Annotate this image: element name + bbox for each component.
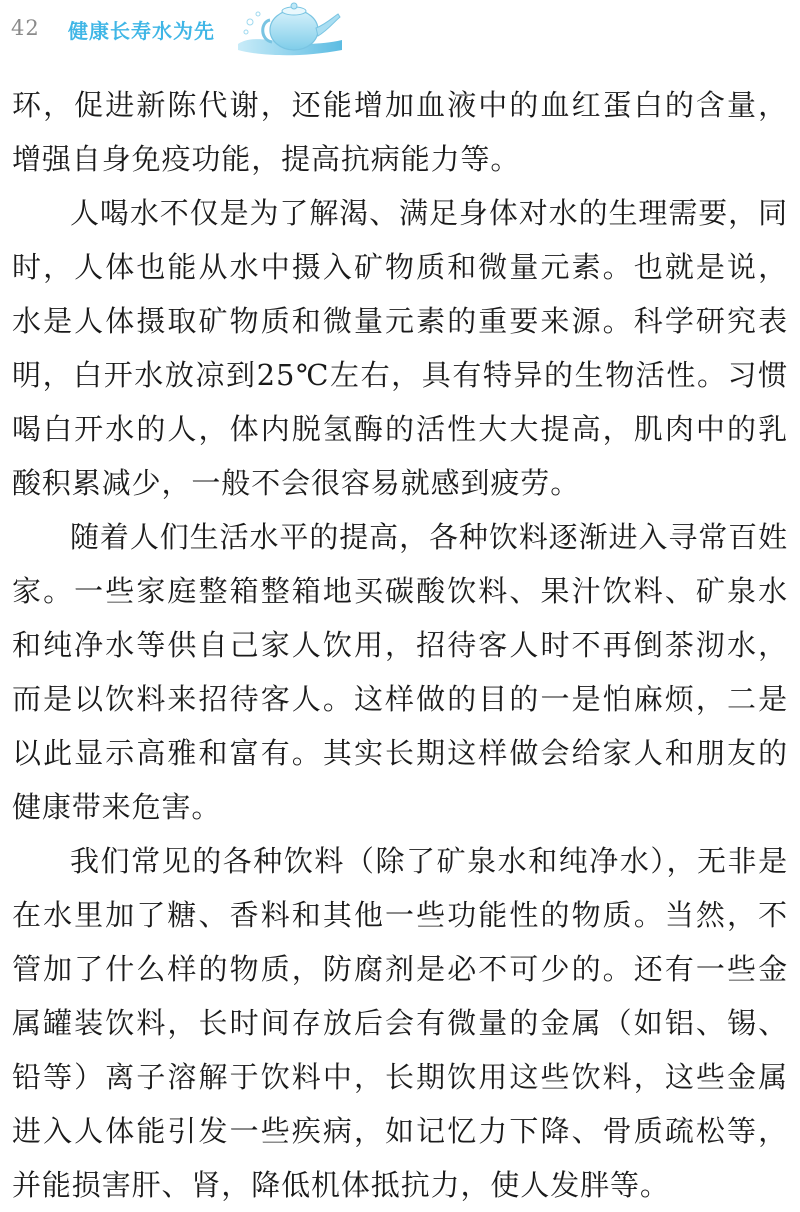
paragraph: 环，促进新陈代谢，还能增加血液中的血红蛋白的含量，增强自身免疫功能，提高抗病能力等。: [12, 88, 788, 176]
book-title: 健康长寿水为先: [68, 19, 215, 43]
paragraph: 我们常见的各种饮料（除了矿泉水和纯净水），无非是在水里加了糖、香料和其他一些功能性的物质。当然，不管加了什么样的物质，防腐剂是必不可少的。还有一些金属罐装饮料，长时间存放后会有微量的金属（如铝、锡、铅等）离子溶解于饮料中，长期饮用这些饮料，这些金属进入人体能引发一些疾病，如记忆力下降、骨质疏松等，并能损害肝、肾，降低机体抵抗力，使人发胖等。: [12, 844, 788, 1202]
teapot-with-water-splash-icon: [230, 0, 350, 60]
paragraph: 人喝水不仅是为了解渴、满足身体对水的生理需要，同时，人体也能从水中摄入矿物质和微量元素。也就是说，水是人体摄取矿物质和微量元素的重要来源。科学研究表明，白开水放凉到25℃左右，具有特异的生物活性。习惯喝白开水的人，体内脱氢酶的活性大大提高，肌肉中的乳酸积累减少，一般不会很容易就感到疲劳。: [12, 196, 788, 500]
paragraph: 随着人们生活水平的提高，各种饮料逐渐进入寻常百姓家。一些家庭整箱整箱地买碳酸饮料、果汁饮料、矿泉水和纯净水等供自己家人饮用，招待客人时不再倒茶沏水，而是以饮料来招待客人。这样做的目的一是怕麻烦，二是以此显示高雅和富有。其实长期这样做会给家人和朋友的健康带来危害。: [12, 520, 788, 824]
page-header: [0, 0, 800, 64]
page-number: 42: [11, 16, 40, 40]
body-text: [12, 78, 788, 1212]
